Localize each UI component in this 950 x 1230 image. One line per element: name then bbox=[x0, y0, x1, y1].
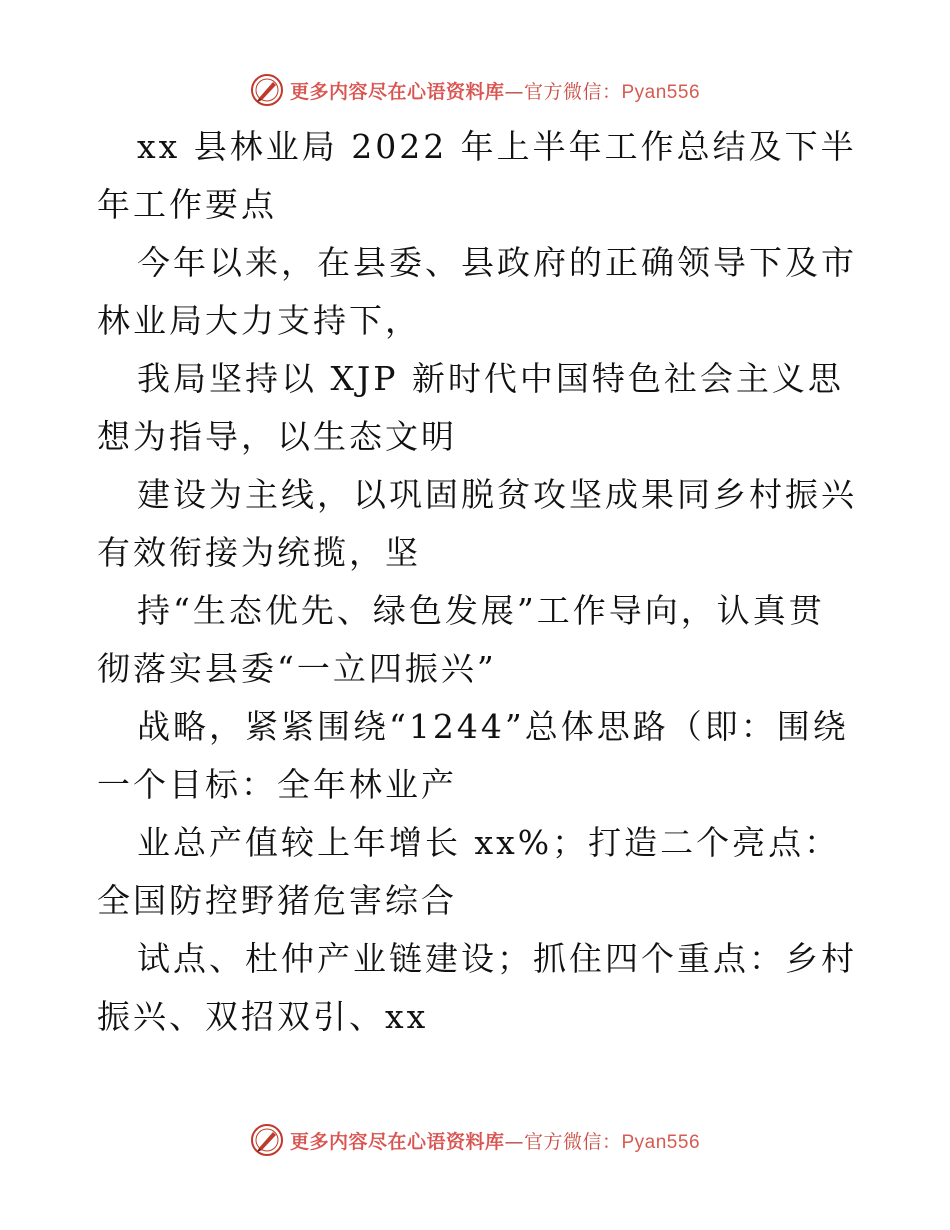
banner-lead-text: 更多内容尽在心语资料库 bbox=[289, 1130, 505, 1153]
banner-account: Pyan556 bbox=[621, 81, 701, 103]
paragraph: 战略，紧紧围绕“1244”总体思路（即：围绕一个目标：全年林业产 bbox=[97, 707, 849, 804]
footer-watermark-banner bbox=[0, 1120, 950, 1160]
document-title: xx 县林业局 2022 年上半年工作总结及下半年工作要点 bbox=[97, 127, 857, 224]
paragraph: 我局坚持以 XJP 新时代中国特色社会主义思想为指导，以生态文明 bbox=[97, 359, 844, 456]
header-watermark-banner bbox=[0, 70, 950, 110]
paragraph: 建设为主线，以巩固脱贫攻坚成果同乡村振兴有效衔接为统揽，坚 bbox=[97, 475, 857, 572]
banner-account: Pyan556 bbox=[621, 1131, 701, 1153]
banner-text bbox=[290, 1127, 700, 1154]
paragraph: 今年以来，在县委、县政府的正确领导下及市林业局大力支持下， bbox=[97, 243, 857, 340]
banner-wechat-label: 官方微信： bbox=[523, 80, 622, 103]
banner-lead-text: 更多内容尽在心语资料库 bbox=[289, 80, 505, 103]
banner-text bbox=[290, 77, 700, 104]
banner-separator: — bbox=[504, 80, 524, 103]
paragraph: 持“生态优先、绿色发展”工作导向，认真贯彻落实县委“一立四振兴” bbox=[97, 591, 825, 688]
document-body bbox=[97, 118, 857, 1046]
quill-seal-icon bbox=[250, 73, 284, 107]
banner-separator: — bbox=[504, 1130, 524, 1153]
paragraph: 试点、杜仲产业链建设；抓住四个重点：乡村振兴、双招双引、xx bbox=[97, 939, 857, 1036]
paragraph: 业总产值较上年增长 xx%；打造二个亮点：全国防控野猪危害综合 bbox=[97, 823, 841, 920]
quill-seal-icon bbox=[250, 1123, 284, 1157]
banner-wechat-label: 官方微信： bbox=[523, 1130, 622, 1153]
